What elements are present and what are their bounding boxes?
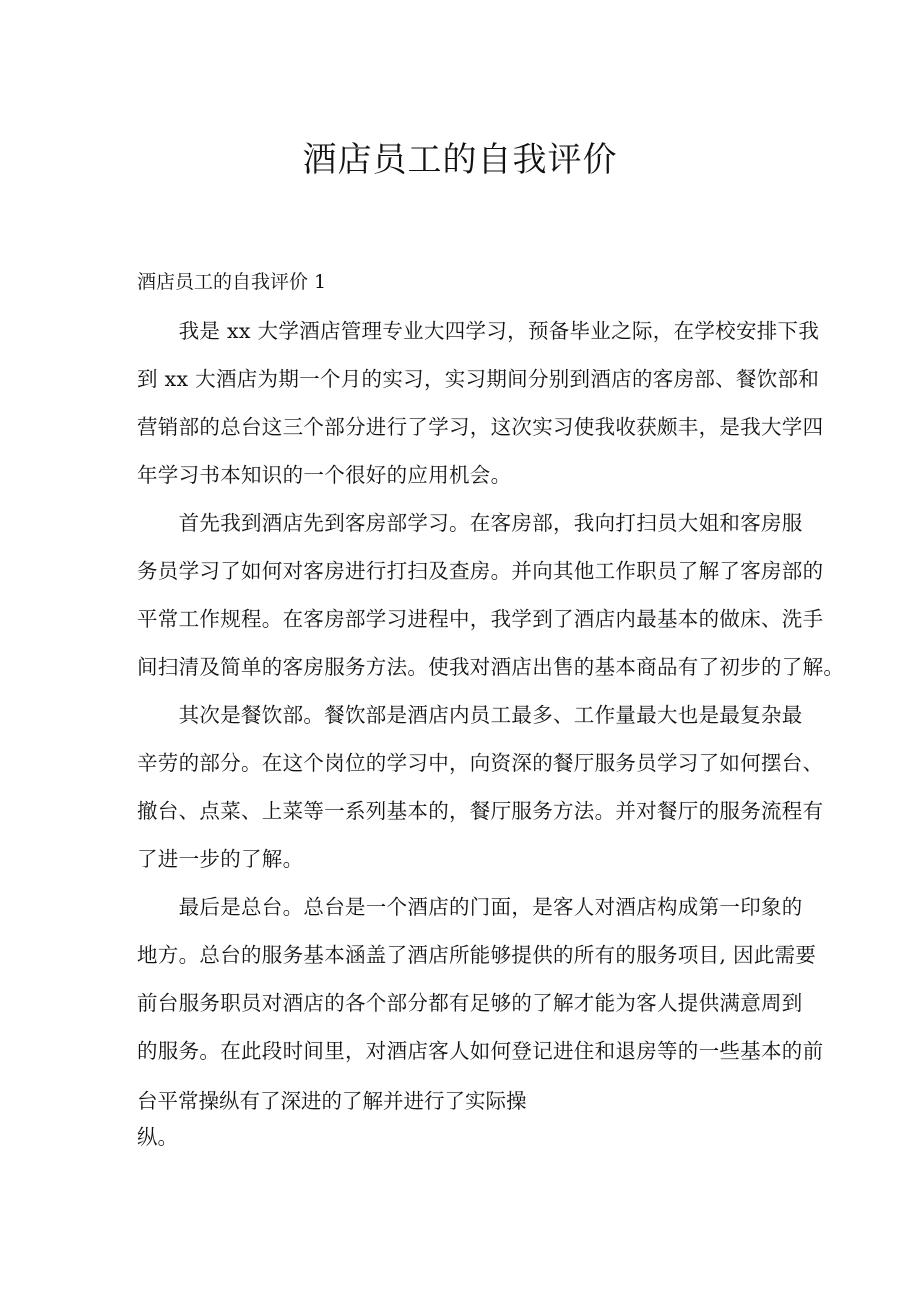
paragraph-line: 辛劳的部分。在这个岗位的学习中，向资深的餐厅服务员学习了如何摆台、: [137, 751, 824, 775]
tail-line-2: 纵。: [137, 1125, 178, 1149]
paragraph-line: 其次是餐饮部。餐饮部是酒店内员工最多、工作量最大也是最复杂最: [137, 703, 803, 727]
paragraph-4: [137, 883, 824, 1075]
tail-line-1: 台平常操纵有了深进的了解并进行了实际操: [137, 1089, 527, 1113]
paragraph-line: 务员学习了如何对客房进行打扫及查房。并向其他工作职员了解了客房部的: [137, 559, 824, 583]
paragraph-line: 前台服务职员对酒店的各个部分都有足够的了解才能为客人提供满意周到: [137, 991, 803, 1015]
paragraph-line: 最后是总台。总台是一个酒店的门面，是客人对酒店构成第一印象的: [137, 895, 803, 919]
paragraph-line: 首先我到酒店先到客房部学习。在客房部，我向打扫员大姐和客房服: [137, 511, 803, 535]
paragraph-line: 我是 xx 大学酒店管理专业大四学习，预备毕业之际，在学校安排下我: [137, 319, 820, 343]
paragraph-line: 营销部的总台这三个部分进行了学习，这次实习使我收获颇丰，是我大学四: [137, 415, 824, 439]
paragraph-2: [137, 499, 845, 691]
paragraph-line: 撤台、点菜、上菜等一系列基本的，餐厅服务方法。并对餐厅的服务流程有: [137, 799, 824, 823]
paragraph-line: 地方。总台的服务基本涵盖了酒店所能够提供的所有的服务项目, 因此需要: [137, 943, 817, 967]
document-title: 酒店员工的自我评价: [302, 140, 618, 180]
paragraph-line: 的服务。在此段时间里，对酒店客人如何登记进住和退房等的一些基本的前: [137, 1039, 824, 1063]
paragraph-line: 了进一步的了解。: [137, 847, 304, 871]
section-heading: 酒店员工的自我评价 1: [137, 271, 327, 293]
paragraph-line: 平常工作规程。在客房部学习进程中，我学到了酒店内最基本的做床、洗手: [137, 607, 824, 631]
paragraph-tail: [137, 1077, 527, 1161]
paragraph-line: 年学习书本知识的一个很好的应用机会。: [137, 463, 512, 487]
paragraph-line: 间扫清及简单的客房服务方法。使我对酒店出售的基本商品有了初步的了解。: [137, 655, 845, 679]
paragraph-line: 到 xx 大酒店为期一个月的实习，实习期间分别到酒店的客房部、餐饮部和: [137, 367, 820, 391]
paragraph-3: [137, 691, 824, 883]
paragraph-1: [137, 307, 824, 499]
